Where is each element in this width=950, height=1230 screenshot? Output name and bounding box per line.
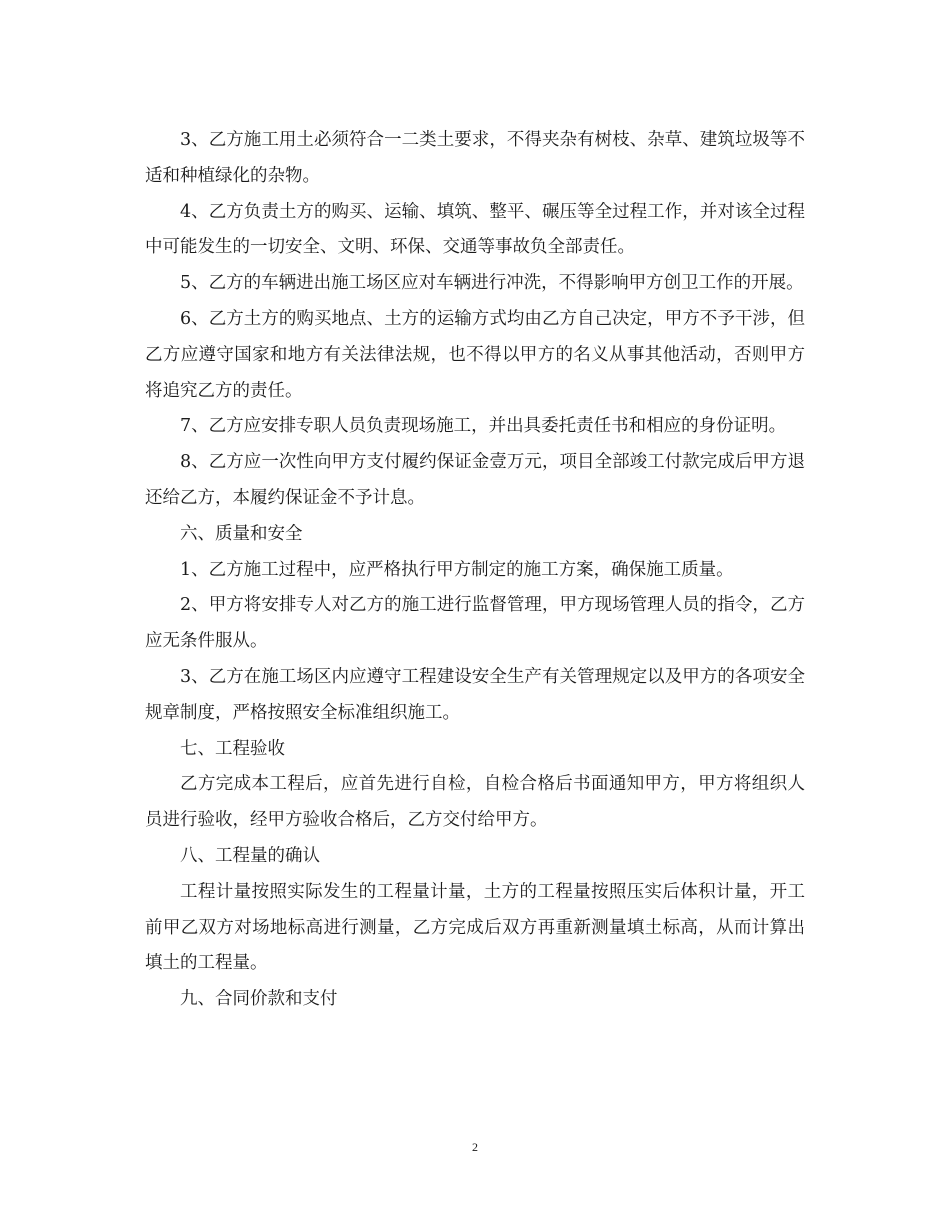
clause-8-performance-bond: 8、乙方应一次性向甲方支付履约保证金壹万元，项目全部竣工付款完成后甲方退还给乙方，本履约保证金不予计息。 xyxy=(145,452,805,508)
clause-5-vehicle-washing: 5、乙方的车辆进出施工场区应对车辆进行冲洗，不得影响甲方创卫工作的开展。 xyxy=(180,273,804,294)
section-heading-quantity-confirmation: 八、工程量的确认 xyxy=(180,845,320,866)
quality-clause-2: 2、甲方将安排专人对乙方的施工进行监督管理，甲方现场管理人员的指令，乙方应无条件服从。 xyxy=(145,595,805,652)
document-body xyxy=(145,123,805,1018)
quality-clause-1: 1、乙方施工过程中，应严格执行甲方制定的施工方案，确保施工质量。 xyxy=(180,559,734,580)
clause-7-site-personnel: 7、乙方应安排专职人员负责现场施工，并出具委托责任书和相应的身份证明。 xyxy=(180,416,787,437)
section-heading-acceptance: 七、工程验收 xyxy=(180,738,285,759)
quantity-confirmation-text: 工程计量按照实际发生的工程量计量，土方的工程量按照压实后体积计量，开工前甲乙双方对场地标高进行测量，乙方完成后双方再重新测量填土标高，从而计算出填土的工程量。 xyxy=(145,881,805,974)
clause-3-soil-requirement: 3、乙方施工用土必须符合一二类土要求，不得夹杂有树枝、杂草、建筑垃圾等不适和种植绿化的杂物。 xyxy=(145,130,805,186)
section-heading-price-payment: 九、合同价款和支付 xyxy=(180,989,338,1010)
clause-4-earthwork-responsibility: 4、乙方负责土方的购买、运输、填筑、整平、碾压等全过程工作，并对该全过程中可能发生的一切安全、文明、环保、交通等事故负全部责任。 xyxy=(145,201,805,258)
acceptance-text: 乙方完成本工程后，应首先进行自检，自检合格后书面通知甲方，甲方将组织人员进行验收，经甲方验收合格后，乙方交付给甲方。 xyxy=(145,774,805,831)
section-heading-quality-safety: 六、质量和安全 xyxy=(180,523,303,544)
page-number: 2 xyxy=(472,1140,478,1154)
clause-6-soil-source: 6、乙方土方的购买地点、土方的运输方式均由乙方自己决定，甲方不予干涉，但乙方应遵守国家和地方有关法律法规，也不得以甲方的名义从事其他活动，否则甲方将追究乙方的责任。 xyxy=(145,308,805,401)
quality-clause-3: 3、乙方在施工场区内应遵守工程建设安全生产有关管理规定以及甲方的各项安全规章制度，严格按照安全标准组织施工。 xyxy=(145,666,805,723)
